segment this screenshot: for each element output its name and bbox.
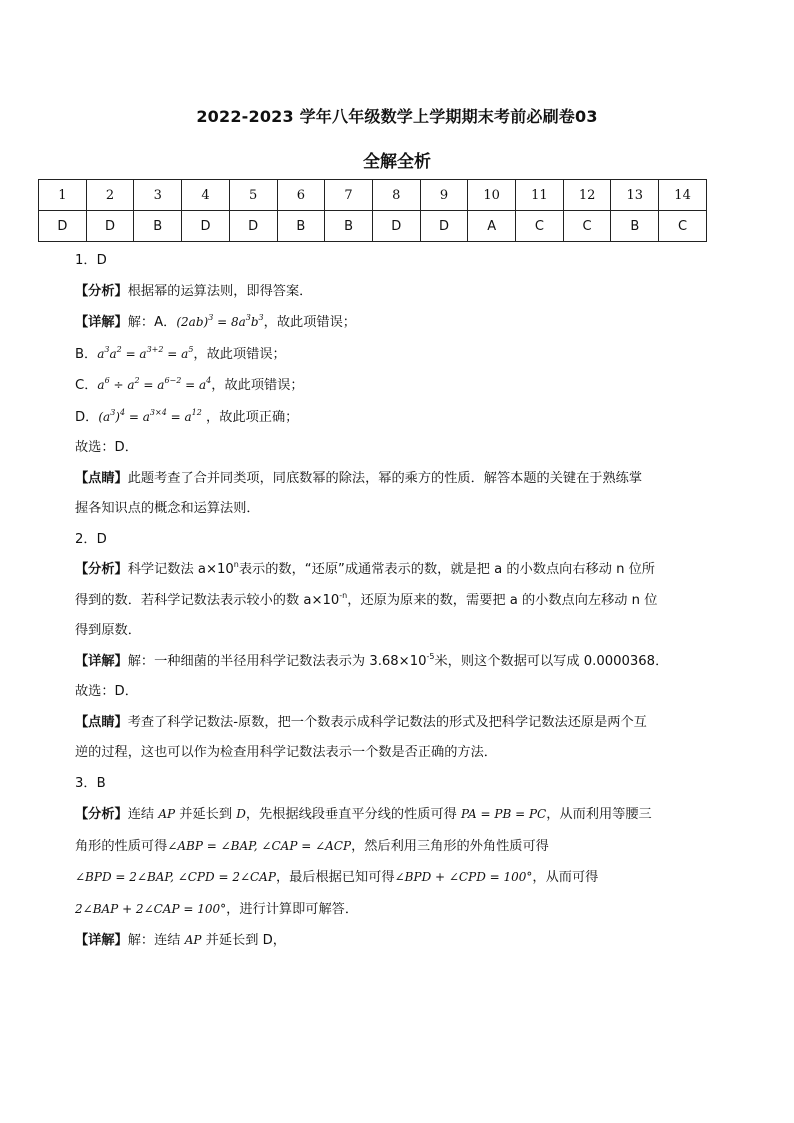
math-expression: $a^6 \div a^2 = a^{6-2} = a^4$ [97, 376, 212, 392]
q1-detail-b [75, 339, 715, 371]
question-number-cell: 12 [563, 180, 611, 211]
detail-text: 并延长到 D， [201, 933, 286, 948]
option-prefix: D． [75, 409, 99, 425]
math-expression: $a^3a^2 = a^{3+2} = a^5$ [97, 344, 194, 361]
math-expression: PA = PB = PC [461, 807, 547, 821]
analysis-text: ，还原为原来的数，需要把 a 的小数点向左移动 n 位 [347, 592, 658, 608]
analysis-text: ，先根据线段垂直平分线的性质可得 [245, 807, 462, 822]
math-expression: AP [158, 807, 176, 821]
analysis-text: ，然后利用三角形的外角性质可得 [351, 838, 549, 854]
option-prefix: B． [75, 346, 98, 362]
analysis-text: 并延长到 [175, 807, 237, 822]
answer-cell: B [325, 211, 373, 242]
analysis-tag: 【分析】 [75, 562, 128, 577]
q1-detail-d [75, 402, 715, 434]
q1-heading: 1．D [75, 253, 107, 268]
q1-detail-c [75, 370, 715, 402]
detail-text: 解：连结 [127, 933, 185, 948]
answer-cell: C [563, 211, 611, 242]
answer-table-answer-row [39, 211, 707, 242]
detail-tag: 【详解】 [75, 315, 128, 330]
detail-text: ，故此项错误； [193, 346, 286, 362]
detail-text: ，故此项正确； [201, 409, 299, 425]
answer-cell: D [372, 211, 420, 242]
q2-analysis-3: 得到原数． [75, 623, 141, 638]
option-prefix: C． [75, 378, 98, 393]
answer-cell: B [134, 211, 182, 242]
exponent: -5 [426, 651, 435, 661]
exponent: -n [339, 590, 348, 600]
q2-detail [75, 647, 715, 678]
analysis-text: ，从而利用等腰三 [546, 807, 652, 822]
math-expression: AP [184, 933, 202, 947]
answer-cell: D [86, 211, 134, 242]
exponent: n [233, 560, 239, 569]
detail-tag: 【详解】 [75, 933, 128, 948]
q2-heading: 2．D [75, 531, 107, 547]
math-expression: 2∠BAP + 2∠CAP = 100° [75, 901, 227, 916]
analysis-text: 根据幂的运算法则，即得答案． [127, 283, 313, 299]
detail-intro: 解：A． [127, 315, 177, 330]
question-number-cell: 1 [39, 180, 87, 211]
q2-analysis-2 [75, 586, 715, 617]
math-expression: $(a^3)^4 = a^{3\times 4} = a^{12}$ [98, 407, 202, 424]
question-number-cell: 4 [182, 180, 230, 211]
q1-comment-2: 握各知识点的概念和运算法则． [75, 501, 260, 516]
question-number-cell: 10 [468, 180, 516, 211]
question-number-cell: 11 [516, 180, 564, 211]
analysis-tag: 【分析】 [75, 283, 128, 299]
answer-cell: D [182, 211, 230, 242]
analysis-text: 连结 [127, 807, 159, 822]
answer-cell: B [611, 211, 659, 242]
question-number-cell: 6 [277, 180, 325, 211]
question-number-cell: 8 [372, 180, 420, 211]
question-number-cell: 14 [659, 180, 707, 211]
answer-cell: D [229, 211, 277, 242]
q2-comment-1 [75, 708, 715, 739]
comment-text: 考查了科学记数法-原数，把一个数表示成科学记数法的形式及把科学记数法还原是两个互 [127, 714, 647, 730]
math-expression: ∠BPD + ∠CPD = 100° [394, 870, 533, 884]
q3-analysis-4 [75, 894, 715, 926]
detail-text: ，故此项错误； [211, 378, 304, 393]
answer-cell: A [468, 211, 516, 242]
q2-choice: 故选：D． [75, 684, 138, 699]
question-number-cell: 5 [229, 180, 277, 211]
comment-tag: 【点睛】 [75, 470, 128, 486]
analysis-text: ，最后根据已知可得 [275, 870, 395, 885]
q3-heading: 3．B [75, 775, 106, 791]
q1-comment-1 [75, 464, 715, 495]
q3-analysis-3 [75, 862, 715, 894]
solutions-body [75, 246, 715, 957]
answer-cell: D [39, 211, 87, 242]
detail-text: 米，则这个数据可以写成 0.0000368． [434, 653, 669, 669]
math-expression: ∠ABP = ∠BAP, ∠CAP = ∠ACP [167, 838, 352, 853]
question-number-cell: 13 [611, 180, 659, 211]
analysis-text: ，从而可得 [532, 870, 599, 885]
comment-tag: 【点睛】 [75, 714, 128, 730]
analysis-text: 角形的性质可得 [75, 838, 168, 854]
q3-analysis-2 [75, 831, 715, 863]
analysis-text: 得到的数．若科学记数法表示较小的数 a×10 [75, 592, 340, 608]
question-number-cell: 3 [134, 180, 182, 211]
q2-analysis-1 [75, 555, 715, 586]
q3-detail [75, 925, 715, 957]
math-expression: $(2ab)^3 = 8a^3b^3$ [176, 313, 264, 329]
answer-cell: C [659, 211, 707, 242]
math-expression: ∠BPD = 2∠BAP, ∠CPD = 2∠CAP [75, 870, 276, 884]
answer-cell: D [420, 211, 468, 242]
question-number-cell: 2 [86, 180, 134, 211]
document-title: 2022-2023 学年八年级数学上学期期末考前必刷卷03 [196, 107, 598, 126]
question-number-cell: 9 [420, 180, 468, 211]
analysis-text: 科学记数法 a×10 [127, 562, 234, 577]
answer-cell: C [516, 211, 564, 242]
answer-table-number-row [39, 180, 707, 211]
detail-tag: 【详解】 [75, 653, 128, 669]
math-expression: D [236, 807, 246, 821]
analysis-tag: 【分析】 [75, 807, 128, 822]
q2-comment-2: 逆的过程，这也可以作为检查用科学记数法表示一个数是否正确的方法． [75, 745, 497, 760]
detail-text: ，故此项错误； [263, 315, 356, 330]
q1-analysis [75, 277, 715, 308]
analysis-text: ，进行计算即可解答． [226, 901, 359, 917]
detail-text: 解：一种细菌的半径用科学记数法表示为 3.68×10 [127, 653, 427, 669]
question-number-cell: 7 [325, 180, 373, 211]
q1-detail-a [75, 307, 715, 339]
analysis-text: 表示的数，“还原”成通常表示的数，就是把 a 的小数点向右移动 n 位所 [238, 562, 655, 577]
comment-text: 此题考查了合并同类项，同底数幂的除法，幂的乘方的性质．解答本题的关键在于熟练掌 [127, 470, 643, 486]
answer-table [38, 179, 707, 242]
document-subtitle: 全解全析 [363, 152, 431, 172]
q1-choice: 故选：D． [75, 440, 138, 455]
q3-analysis-1 [75, 799, 715, 831]
answer-cell: B [277, 211, 325, 242]
